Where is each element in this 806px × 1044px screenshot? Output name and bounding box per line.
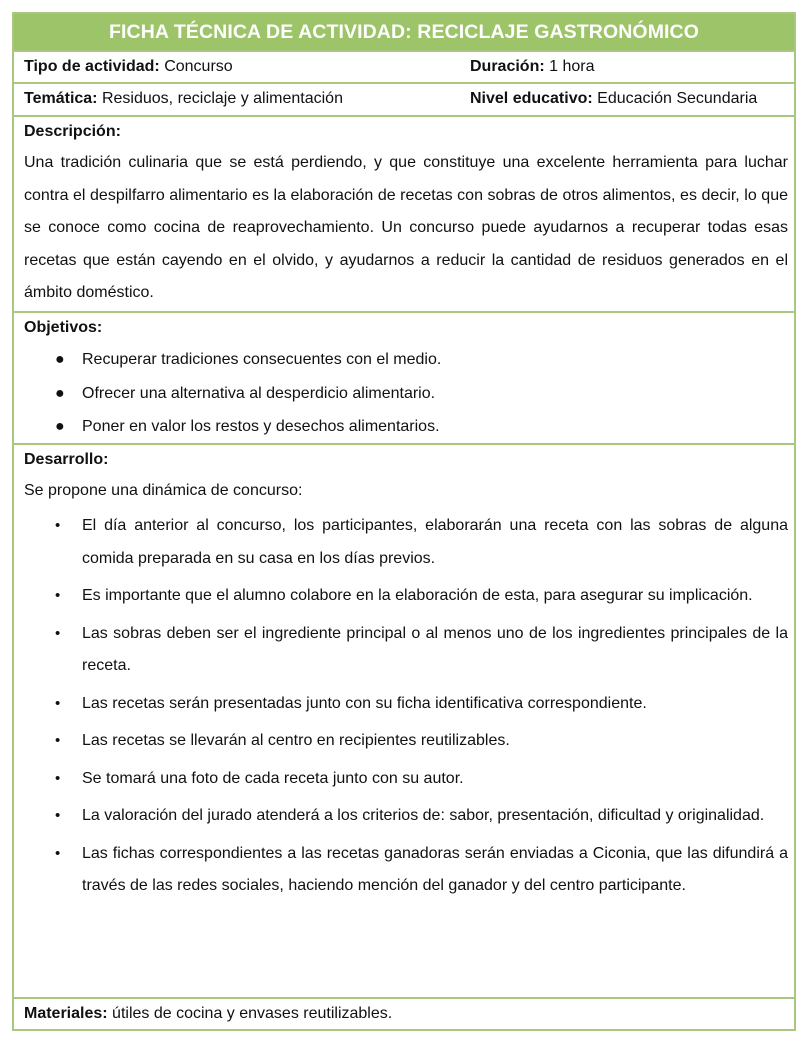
bullet-icon: ● [55, 384, 65, 402]
list-item: • Las sobras deben ser el ingrediente principal o al menos uno de los ingredientes principales de la receta. [24, 618, 788, 683]
theme-cell [14, 84, 460, 115]
level-label: Nivel educativo: [470, 90, 593, 107]
objectives-list [24, 343, 788, 444]
sheet-title: FICHA TÉCNICA DE ACTIVIDAD: RECICLAJE GASTRONÓMICO [14, 14, 794, 50]
duration-label: Duración: [470, 58, 545, 75]
list-item: • Las recetas se llevarán al centro en recipientes reutilizables. [24, 725, 788, 758]
list-item: • Las recetas serán presentadas junto con su ficha identificativa correspondiente. [24, 688, 788, 721]
bullet-icon: ● [55, 351, 65, 368]
materials-label: Materiales: [24, 1005, 108, 1022]
list-item: • Se tomará una foto de cada receta junto con su autor. [24, 763, 788, 796]
bullet-icon: • [55, 694, 61, 712]
list-item: • El día anterior al concurso, los participantes, elaborarán una receta con las sobras de alguna comida preparada en su casa en los días previos. [24, 510, 788, 575]
list-item: ● Recuperar tradiciones consecuentes con el medio. [24, 343, 788, 377]
list-item: • Las fichas correspondientes a las recetas ganadoras serán enviadas a Ciconia, que las difundirá a través de las redes sociales, haciendo mención del ganador y del centro participante. [24, 838, 788, 903]
materials-row [14, 997, 794, 1029]
development-section [14, 443, 794, 997]
bullet-icon: • [55, 807, 61, 824]
duration-value: 1 hora [549, 58, 595, 75]
materials-value: útiles de cocina y envases reutilizables. [112, 1005, 393, 1022]
description-heading: Descripción: [24, 123, 121, 140]
activity-type-value: Concurso [164, 58, 233, 75]
duration-cell [460, 52, 794, 82]
bullet-icon: • [55, 732, 61, 749]
list-item: ● Ofrecer una alternativa al desperdicio alimentario. [24, 377, 788, 411]
theme-value: Residuos, reciclaje y alimentación [101, 90, 343, 107]
list-item: • Es importante que el alumno colabore en la elaboración de esta, para asegurar su implicación. [24, 580, 788, 613]
activity-type-cell [14, 52, 460, 82]
bullet-icon: • [55, 769, 61, 787]
description-section [14, 115, 794, 311]
list-item: ● Poner en valor los restos y desechos alimentarios. [24, 410, 788, 444]
bullet-icon: • [55, 587, 61, 604]
theme-label: Temática: [24, 90, 98, 107]
activity-sheet [12, 12, 796, 1031]
bullet-icon: • [55, 624, 61, 642]
level-value: Educación Secundaria [597, 90, 758, 107]
objectives-heading: Objetivos: [24, 319, 103, 336]
bullet-icon: • [55, 844, 61, 862]
bullet-icon: • [55, 517, 61, 534]
info-row-1 [14, 50, 794, 82]
level-cell [460, 84, 794, 115]
bullet-icon: ● [55, 418, 65, 435]
development-heading: Desarrollo: [24, 451, 109, 468]
activity-type-label: Tipo de actividad: [24, 58, 160, 75]
development-list [24, 510, 788, 903]
development-intro: Se propone una dinámica de concurso: [24, 482, 303, 499]
info-row-2 [14, 82, 794, 115]
objectives-section [14, 311, 794, 443]
description-text: Una tradición culinaria que se está perdiendo, y que constituye una excelente herramienta para luchar contra el despilfarro alimentario es la elaboración de recetas con sobras de otros alimentos, es decir, lo que se conoce como cocina de reaprovechamiento. Un concurso puede ayudarnos a recuperar todas esas recetas que están cayendo en el olvido, y ayudarnos a reducir la cantidad de residuos generados en el ámbito doméstico. [24, 154, 788, 301]
list-item: • La valoración del jurado atenderá a los criterios de: sabor, presentación, dificultad y originalidad. [24, 800, 788, 833]
